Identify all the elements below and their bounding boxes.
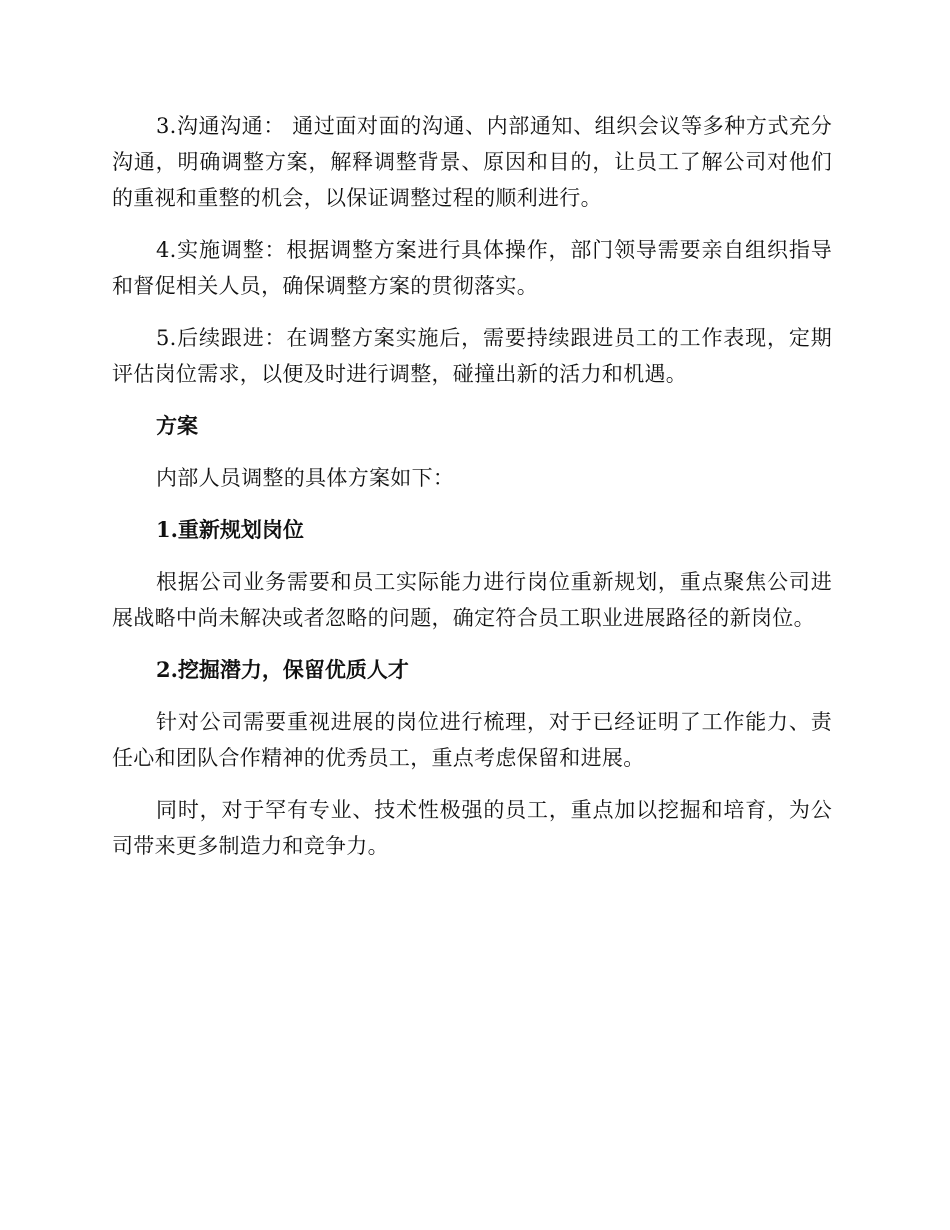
paragraph-develop-specialists: 同时，对于罕有专业、技术性极强的员工，重点加以挖掘和培育，为公司带来更多制造力和竞争力。 <box>112 798 832 858</box>
section-heading-plan: 方案 <box>156 413 198 438</box>
paragraph-follow-up: 5.后续跟进：在调整方案实施后，需要持续跟进员工的工作表现，定期评估岗位需求，以便及时进行调整，碰撞出新的活力和机遇。 <box>112 326 832 386</box>
subheading-retain-talent: 2.挖掘潜力，保留优质人才 <box>156 657 409 682</box>
subheading-replan-positions: 1.重新规划岗位 <box>156 517 304 542</box>
document-page <box>112 108 832 864</box>
paragraph-replan-positions: 根据公司业务需要和员工实际能力进行岗位重新规划，重点聚焦公司进展战略中尚未解决或者忽略的问题，确定符合员工职业进展路径的新岗位。 <box>112 570 832 630</box>
paragraph-implementation: 4.实施调整：根据调整方案进行具体操作，部门领导需要亲自组织指导和督促相关人员，确保调整方案的贯彻落实。 <box>112 238 832 298</box>
paragraph-communication: 3.沟通沟通： 通过面对面的沟通、内部通知、组织会议等多种方式充分沟通，明确调整方案，解释调整背景、原因和目的，让员工了解公司对他们的重视和重整的机会，以保证调整过程的顺利进行。 <box>112 114 832 210</box>
paragraph-plan-intro: 内部人员调整的具体方案如下： <box>156 466 455 490</box>
paragraph-retain-talent: 针对公司需要重视进展的岗位进行梳理，对于已经证明了工作能力、责任心和团队合作精神的优秀员工，重点考虑保留和进展。 <box>112 710 832 770</box>
